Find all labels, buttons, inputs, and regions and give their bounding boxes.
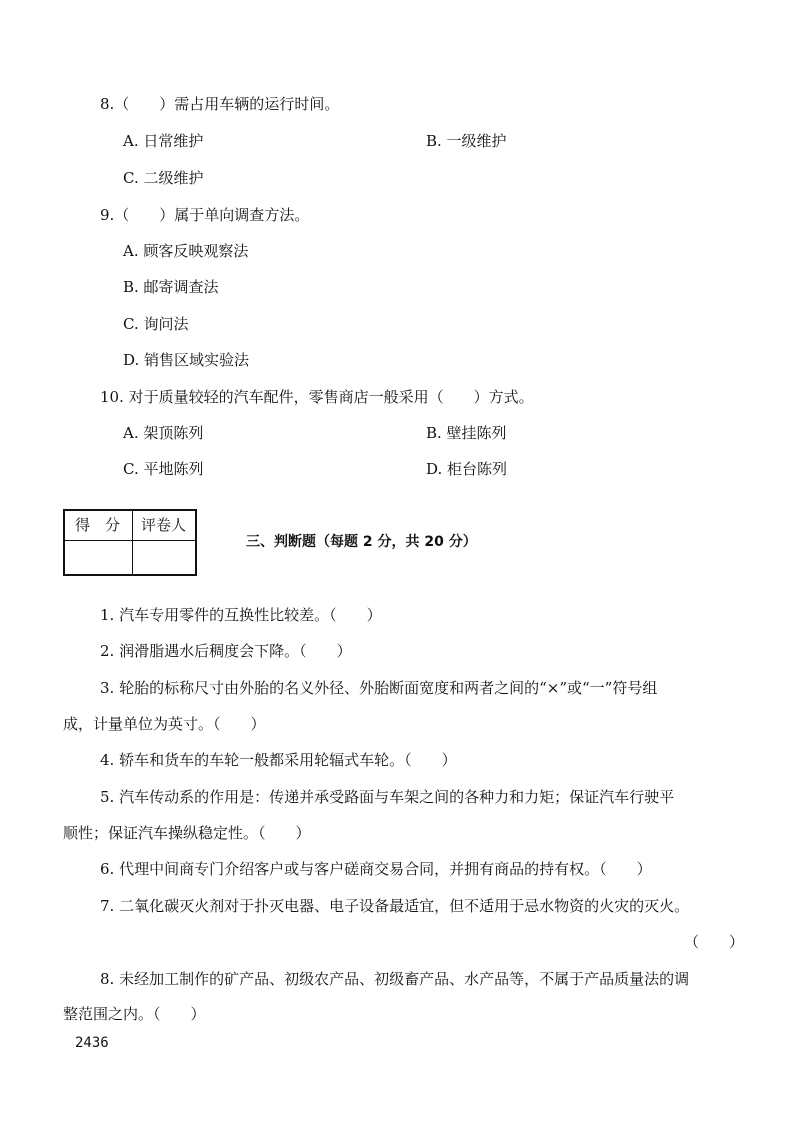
question-10-stem: 10. 对于质量较轻的汽车配件，零售商店一般采用（ ）方式。 xyxy=(100,388,534,406)
grader-label: 评卷人 xyxy=(141,516,187,534)
score-label: 得 分 xyxy=(75,516,121,534)
judgment-5-line-1: 5. 汽车传动系的作用是：传递并承受路面与车架之间的各种力和力矩；保证汽车行驶平 xyxy=(100,788,675,806)
question-8-option-c: C. 二级维护 xyxy=(123,169,204,187)
section-3-title: 三、判断题（每题 2 分，共 20 分） xyxy=(246,534,477,550)
judgment-8-line-2: 整范围之内。（ ） xyxy=(63,1005,206,1023)
grader-entry-cell[interactable] xyxy=(133,541,195,574)
judgment-1: 1. 汽车专用零件的互换性比较差。（ ） xyxy=(100,606,382,624)
score-box xyxy=(63,509,197,576)
judgment-3-line-2: 成，计量单位为英寸。（ ） xyxy=(63,715,266,733)
question-8-option-b: B. 一级维护 xyxy=(426,132,507,150)
question-9-stem: 9.（ ）属于单向调查方法。 xyxy=(100,206,310,224)
score-entry-cell[interactable] xyxy=(65,541,131,574)
judgment-8-line-1: 8. 未经加工制作的矿产品、初级农产品、初级畜产品、水产品等，不属于产品质量法的调 xyxy=(100,970,690,988)
question-9-option-d: D. 销售区域实验法 xyxy=(123,351,250,369)
judgment-6: 6. 代理中间商专门介绍客户或与客户磋商交易合同，并拥有商品的持有权。（ ） xyxy=(100,860,652,878)
question-10-option-a: A. 架顶陈列 xyxy=(123,424,204,442)
question-9-option-a: A. 顾客反映观察法 xyxy=(123,242,249,260)
question-8-option-a: A. 日常维护 xyxy=(123,132,204,150)
question-8-stem: 8.（ ）需占用车辆的运行时间。 xyxy=(100,95,340,113)
judgment-7-answer-blank: （ ） xyxy=(684,933,745,951)
page-number: 2436 xyxy=(75,1035,109,1051)
question-9-option-c: C. 询问法 xyxy=(123,315,189,333)
question-10-option-b: B. 壁挂陈列 xyxy=(426,424,507,442)
question-9-option-b: B. 邮寄调查法 xyxy=(123,278,219,296)
judgment-7-line-1: 7. 二氧化碳灭火剂对于扑灭电器、电子设备最适宜，但不适用于忌水物资的火灾的灭火。 xyxy=(100,897,690,915)
judgment-5-line-2: 顺性；保证汽车操纵稳定性。（ ） xyxy=(63,824,311,842)
question-10-option-d: D. 柜台陈列 xyxy=(426,460,508,478)
judgment-3-line-1: 3. 轮胎的标称尺寸由外胎的名义外径、外胎断面宽度和两者之间的“×”或“一”符号组 xyxy=(100,679,658,697)
question-10-option-c: C. 平地陈列 xyxy=(123,460,204,478)
judgment-4: 4. 轿车和货车的车轮一般都采用轮辐式车轮。（ ） xyxy=(100,751,457,769)
judgment-2: 2. 润滑脂遇水后稠度会下降。（ ） xyxy=(100,642,352,660)
